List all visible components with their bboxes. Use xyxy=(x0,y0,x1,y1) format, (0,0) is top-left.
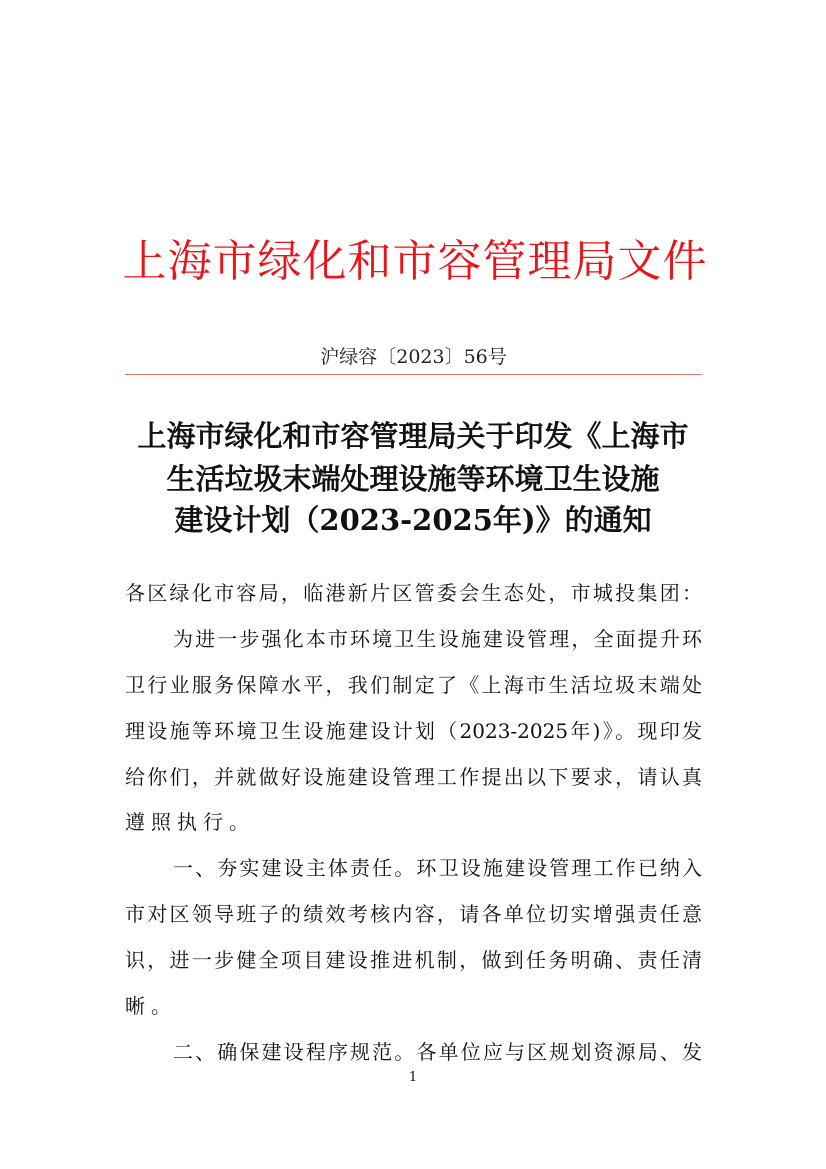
body-line: 市对区领导班子的绩效考核内容，请各单位切实增强责任意 xyxy=(125,902,702,926)
body-line: 识，进一步健全项目建设推进机制，做到任务明确、责任清 xyxy=(125,948,702,972)
body-line: 晰。 xyxy=(125,994,177,1018)
body-line: 为进一步强化本市环境卫生设施建设管理，全面提升环 xyxy=(173,627,702,651)
page-number: 1 xyxy=(408,1070,418,1085)
body-line: 卫行业服务保障水平，我们制定了《上海市生活垃圾末端处 xyxy=(125,673,702,697)
heading-line: 上海市绿化和市容管理局关于印发《上海市 xyxy=(137,419,689,453)
salutation: 各区绿化市容局，临港新片区管委会生态处，市城投集团： xyxy=(125,581,702,605)
body-line: 理设施等环境卫生设施建设计划（2023-2025年)》。现印发 xyxy=(125,719,702,743)
document-number: 沪绿容〔2023〕56号 xyxy=(320,346,507,368)
body-line: 遵照执行。 xyxy=(125,810,255,834)
header-divider xyxy=(125,374,702,375)
body-line: 给你们，并就做好设施建设管理工作提出以下要求，请认真 xyxy=(125,765,702,789)
heading-line: 生活垃圾末端处理设施等环境卫生设施 xyxy=(166,462,660,496)
body-line: 一、夯实建设主体责任。环卫设施建设管理工作已纳入 xyxy=(173,856,702,880)
issuer-title: 上海市绿化和市容管理局文件 xyxy=(122,236,708,287)
body-line: 二、确保建设程序规范。各单位应与区规划资源局、发 xyxy=(173,1040,702,1064)
heading-line: 建设计划（2023-2025年)》的通知 xyxy=(174,503,652,537)
